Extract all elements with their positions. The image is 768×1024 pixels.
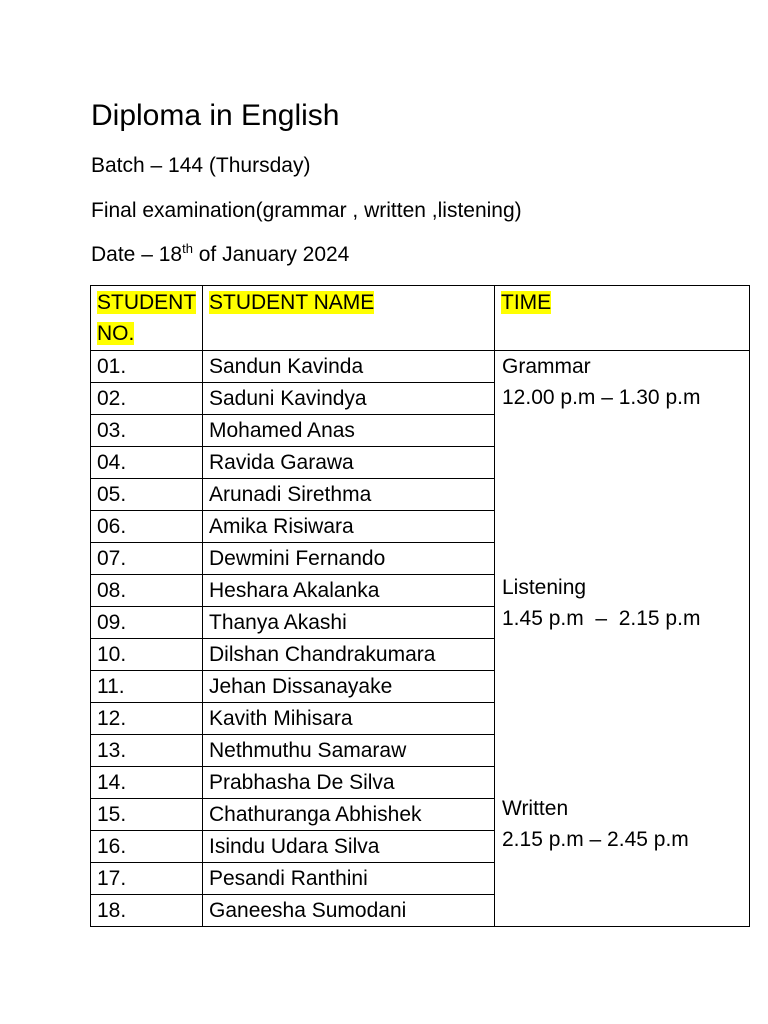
student-no-cell: 17. [91,863,203,895]
time-slot [502,351,700,413]
student-name-cell: Saduni Kavindya [203,383,495,415]
student-no-cell: 09. [91,607,203,639]
time-slot-subject: Listening [502,576,587,599]
student-name-cell: Amika Risiwara [203,511,495,543]
student-no-cell: 11. [91,671,203,703]
time-slot [502,572,700,634]
table-row [91,351,750,383]
student-no-cell: 14. [91,767,203,799]
time-slot-subject: Grammar [502,355,591,378]
time-slot [502,793,689,855]
header-student-name-label: STUDENT NAME [209,291,375,314]
student-no-cell: 16. [91,831,203,863]
date-suffix: of January 2024 [192,243,350,266]
table-header-row [91,286,750,351]
student-no-cell: 01. [91,351,203,383]
student-no-cell: 10. [91,639,203,671]
student-no-cell: 04. [91,447,203,479]
student-no-cell: 05. [91,479,203,511]
header-student-no-line1: STUDENT [97,291,197,314]
student-no-cell: 15. [91,799,203,831]
header-time-label: TIME [501,291,552,314]
time-slot-time: 1.45 p.m – 2.15 p.m [502,607,701,630]
student-name-cell: Dewmini Fernando [203,543,495,575]
document-title: Diploma in English [91,99,340,132]
student-name-cell: Ravida Garawa [203,447,495,479]
batch-line: Batch – 144 (Thursday) [91,154,311,177]
time-cell [495,351,750,927]
student-name-cell: Thanya Akashi [203,607,495,639]
date-prefix: Date – 18 [91,243,183,266]
student-no-cell: 02. [91,383,203,415]
student-name-cell: Chathuranga Abhishek [203,799,495,831]
student-no-cell: 18. [91,895,203,927]
header-student-no-line2: NO. [97,322,135,345]
student-no-cell: 12. [91,703,203,735]
time-slot-subject: Written [502,797,569,820]
header-student-name [203,286,495,351]
header-time [495,286,750,351]
time-slot-time: 12.00 p.m – 1.30 p.m [502,386,701,409]
student-name-cell: Prabhasha De Silva [203,767,495,799]
student-name-cell: Isindu Udara Silva [203,831,495,863]
date-superscript: th [182,241,193,256]
student-no-cell: 13. [91,735,203,767]
student-name-cell: Pesandi Ranthini [203,863,495,895]
date-line [91,241,349,269]
student-name-cell: Heshara Akalanka [203,575,495,607]
student-no-cell: 07. [91,543,203,575]
student-name-cell: Nethmuthu Samaraw [203,735,495,767]
student-no-cell: 06. [91,511,203,543]
student-name-cell: Jehan Dissanayake [203,671,495,703]
student-name-cell: Arunadi Sirethma [203,479,495,511]
schedule-table [90,285,750,927]
student-name-cell: Sandun Kavinda [203,351,495,383]
student-name-cell: Dilshan Chandrakumara [203,639,495,671]
time-slot-time: 2.15 p.m – 2.45 p.m [502,828,689,851]
student-name-cell: Mohamed Anas [203,415,495,447]
student-name-cell: Kavith Mihisara [203,703,495,735]
student-name-cell: Ganeesha Sumodani [203,895,495,927]
student-no-cell: 03. [91,415,203,447]
exam-line: Final examination(grammar , written ,listening) [91,199,522,222]
student-no-cell: 08. [91,575,203,607]
header-student-no [91,286,203,351]
